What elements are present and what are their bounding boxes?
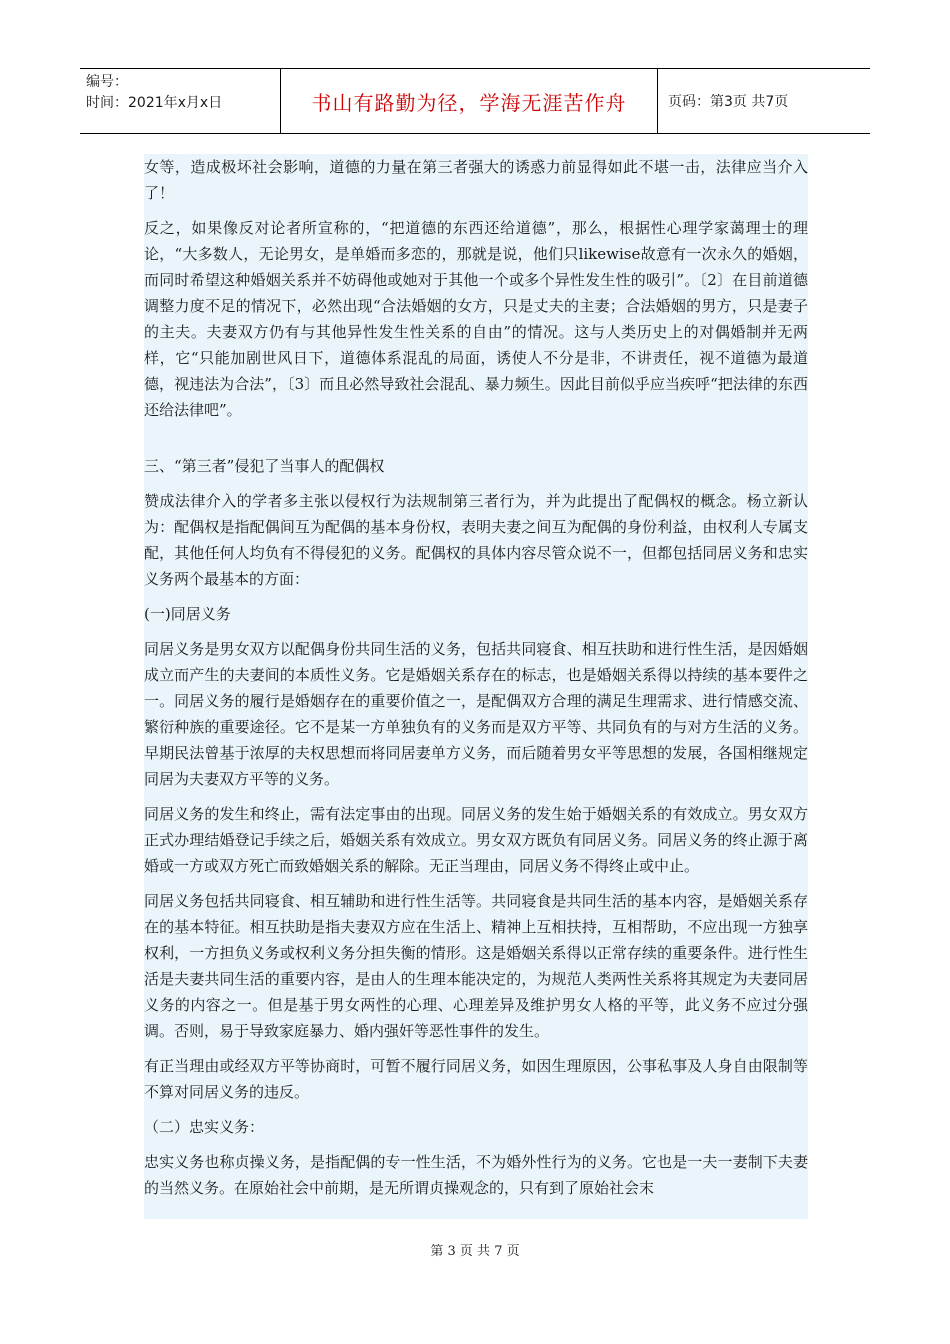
paragraph: 女等，造成极坏社会影响，道德的力量在第三者强大的诱惑力前显得如此不堪一击，法律应当介入了！ [144,158,808,202]
paragraph: 同居义务是男女双方以配偶身份共同生活的义务，包括共同寝食、相互扶助和进行性生活，是因婚姻成立而产生的夫妻间的本质性义务。它是婚姻关系存在的标志，也是婚姻关系得以持续的基本要件之一。同居义务的履行是婚姻存在的重要价值之一，是配偶双方合理的满足生理需求、进行情感交流、繁衍种族的重要途径。它不是某一方单独负有的义务而是双方平等、共同负有的与对方生活的义务。早期民法曾基于浓厚的夫权思想而将同居妻单方义务，而后随着男女平等思想的发展，各国相继规定同居为夫妻双方平等的义务。 [144,640,808,788]
section-heading: 三、“第三者”侵犯了当事人的配偶权 [144,457,385,475]
header-meta [80,69,280,133]
paragraph: 反之，如果像反对论者所宣称的，“把道德的东西还给道德”，那么，根据性心理学家蔼理士的理论，“大多数人，无论男女，是单婚而多恋的，那就是说，他们只likewise故意有一次永久的婚姻，而同时希望这种婚姻关系并不妨碍他或她对于其他一个或多个异性发生性的吸引”。〔2〕在目前道德调整力度不足的情况下，必然出现“合法婚姻的女方，只是丈夫的主妻；合法婚姻的男方，只是妻子的主夫。夫妻双方仍有与其他异性发生性关系的自由”的情况。这与人类历史上的对偶婚制并无两样，它“只能加剧世风日下，道德体系混乱的局面，诱使人不分是非，不讲责任，视不道德为最道德，视违法为合法”，〔3〕而且必然导致社会混乱、暴力频生。因此目前似乎应当疾呼“把法律的东西还给法律吧”。 [144,219,808,419]
subsection-heading: (一)同居义务 [144,605,231,623]
paragraph: 有正当理由或经双方平等协商时，可暂不履行同居义务，如因生理原因，公事私事及人身自由限制等不算对同居义务的违反。 [144,1057,808,1101]
header-page-label: 页码：第3页 共7页 [668,94,789,110]
page-footer: 第 3 页 共 7 页 [430,1244,520,1259]
paragraph: 同居义务包括共同寝食、相互辅助和进行性生活等。共同寝食是共同生活的基本内容，是婚姻关系存在的基本特征。相互扶助是指夫妻双方应在生活上、精神上互相扶持，互相帮助，不应出现一方独享权利，一方担负义务或权利义务分担失衡的情形。这是婚姻关系得以正常存续的重要条件。进行性生活是夫妻共同生活的重要内容，是由人的生理本能决定的，为规范人类两性关系将其规定为夫妻同居义务的内容之一。但是基于男女两性的心理、心理差异及维护男女人格的平等，此义务不应过分强调。否则，易于导致家庭暴力、婚内强奸等恶性事件的发生。 [144,892,808,1040]
document-body [144,154,808,1219]
paragraph: 赞成法律介入的学者多主张以侵权行为法规制第三者行为，并为此提出了配偶权的概念。杨立新认为：配偶权是指配偶间互为配偶的基本身份权，表明夫妻之间互为配偶的身份利益，由权利人专属支配，其他任何人均负有不得侵犯的义务。配偶权的具体内容尽管众说不一，但都包括同居义务和忠实义务两个最基本的方面： [144,492,808,588]
page-header [80,68,870,134]
subsection-heading: （二）忠实义务： [144,1118,265,1136]
header-motto: 书山有路勤为径，学海无涯苦作舟 [280,69,658,133]
document-time-label: 时间：2021年x月x日 [86,95,223,111]
paragraph: 忠实义务也称贞操义务，是指配偶的专一性生活，不为婚外性行为的义务。它也是一夫一妻制下夫妻的当然义务。在原始社会中前期，是无所谓贞操观念的，只有到了原始社会末 [144,1153,808,1197]
paragraph: 同居义务的发生和终止，需有法定事由的出现。同居义务的发生始于婚姻关系的有效成立。男女双方正式办理结婚登记手续之后，婚姻关系有效成立。男女双方既负有同居义务。同居义务的终止源于离婚或一方或双方死亡而致婚姻关系的解除。无正当理由，同居义务不得终止或中止。 [144,805,808,875]
document-number-label: 编号： [86,74,128,90]
